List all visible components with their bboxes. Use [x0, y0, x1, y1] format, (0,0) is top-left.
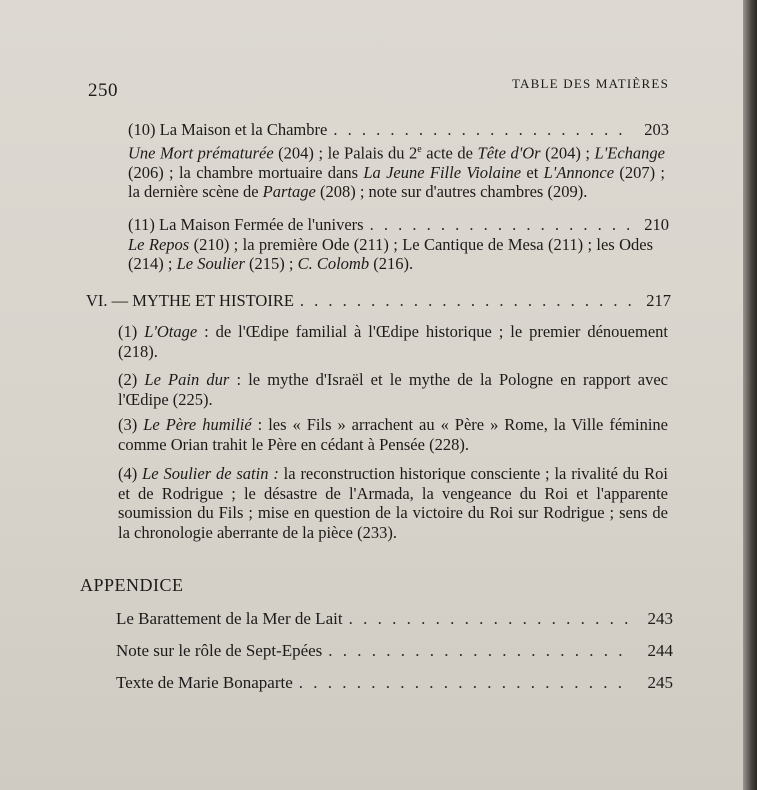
italic-title-text: Le Soulier	[176, 254, 245, 273]
italic-title-text: Le Pain dur	[144, 370, 230, 389]
description-text: et	[521, 162, 544, 182]
section-vi-item-4	[118, 464, 668, 542]
section-vi-item-2	[118, 370, 668, 409]
appendix-item-3-title: Texte de Marie Bonaparte	[116, 673, 293, 692]
description-text: acte de	[421, 143, 478, 162]
appendix-item-2-title: Note sur le rôle de Sept-Epées	[116, 641, 323, 660]
italic-title-text: Le Soulier de satin :	[142, 464, 279, 483]
dot-leader	[299, 673, 633, 693]
toc-entry-10-description	[128, 140, 665, 202]
description-text: (216).	[369, 254, 414, 273]
dot-leader	[300, 291, 631, 311]
toc-entry-10-lead	[128, 120, 669, 140]
description-text: (204) ; le Palais du 2	[273, 143, 418, 162]
appendix-item-2-page: 244	[647, 641, 673, 660]
italic-title-text: Une Mort prématurée	[128, 143, 274, 162]
dot-leader	[333, 120, 629, 140]
description-text: (210) ; la première Ode (211) ; Le Cantique de Mesa (211) ; les Odes (214) ;	[128, 234, 654, 273]
description-text: (1)	[118, 322, 145, 341]
description-text: e	[417, 143, 422, 155]
toc-entry-11-description	[128, 235, 653, 274]
dot-leader	[328, 641, 633, 661]
italic-title-text: Tête d'Or	[477, 143, 541, 162]
appendix-heading: APPENDICE	[80, 575, 184, 595]
description-text: (204) ;	[540, 143, 595, 162]
appendix-item-3-page: 245	[647, 673, 673, 692]
appendix-item-1-page: 243	[647, 609, 673, 628]
italic-title-text: L'Otage	[144, 322, 198, 341]
italic-title-text: Le Père humilié	[143, 415, 252, 434]
appendix-item-2	[116, 641, 673, 661]
description-text: la reconstruction historique consciente ; la rivalité du Roi et de Rodrigue ; le désastre de l'Armada, la vengeance du Roi et l'apparente soumission du Fils ; mise en question de la victoire du Roi sur Rodrigue ; sens de la chronologie aberrante de la pièce (233).	[118, 464, 668, 542]
toc-entry-11-lead	[128, 215, 669, 235]
section-vi-page: 217	[646, 291, 671, 310]
running-head	[88, 74, 669, 101]
section-vi-title: VI. — MYTHE ET HISTOIRE	[86, 291, 294, 310]
italic-title-text: C. Colomb	[297, 254, 370, 273]
toc-entry-10	[128, 120, 669, 202]
appendix-item-1-title: Le Barattement de la Mer de Lait	[116, 609, 343, 628]
italic-title-text: L'Echange	[594, 143, 665, 162]
italic-title-text: La Jeune Fille Violaine	[363, 162, 522, 182]
page-number: 250	[88, 80, 118, 101]
appendix-item-1	[116, 609, 673, 629]
description-text: : les « Fils » arrachent au « Père » Rome, la Ville féminine comme Orian trahit le Père en cédant à Pensée (228).	[118, 415, 668, 454]
toc-entry-10-page: 203	[644, 120, 669, 139]
dot-leader	[349, 609, 633, 629]
description-text: : de l'Œdipe familial à l'Œdipe historique ; le premier dénouement (218).	[118, 322, 668, 361]
appendix-item-3	[116, 673, 673, 693]
description-text: (4)	[118, 464, 143, 483]
running-title: TABLE DES MATIÈRES	[511, 76, 669, 91]
description-text: (3)	[118, 415, 144, 434]
section-vi-lead	[86, 291, 671, 311]
description-text: (2)	[118, 370, 145, 389]
italic-title-text: Partage	[262, 182, 316, 201]
italic-title-text: Le Repos	[128, 234, 190, 254]
description-text: (207) ; la dernière scène de	[128, 162, 666, 201]
section-vi-item-3	[118, 415, 668, 454]
description-text: (206) ; la chambre mortuaire dans	[128, 162, 364, 182]
description-text: (208) ; note sur d'autres chambres (209).	[315, 182, 588, 201]
toc-entry-10-title: (10) La Maison et la Chambre	[128, 120, 328, 139]
description-text: (215) ;	[244, 254, 298, 273]
italic-title-text: L'Annonce	[543, 162, 615, 182]
dot-leader	[370, 215, 629, 235]
section-vi	[86, 291, 671, 311]
toc-entry-11-page: 210	[644, 215, 669, 234]
page-shadow-edge	[743, 0, 757, 790]
toc-entry-11-title: (11) La Maison Fermée de l'univers	[128, 215, 364, 234]
description-text: : le mythe d'Israël et le mythe de la Pologne en rapport avec l'Œdipe (225).	[118, 370, 668, 409]
toc-entry-11	[128, 215, 669, 274]
section-vi-item-1	[118, 322, 668, 361]
